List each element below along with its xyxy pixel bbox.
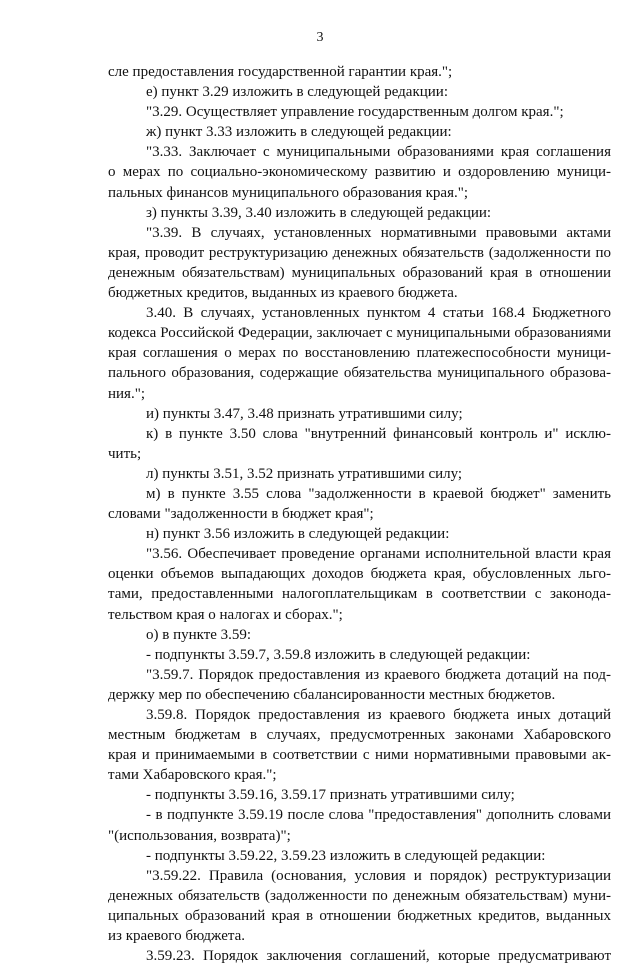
text-line: 3.59.8. Порядок предоставления из краевого бюджета иных дотаций: [146, 707, 611, 723]
text-line: сле предоставления государственной гарантии края.";: [108, 64, 453, 80]
text-line: тами Хабаровского края.";: [108, 767, 277, 784]
page-number: 3: [316, 30, 324, 45]
text-line: 3.40. В случаях, установленных пунктом 4 статьи 168.4 Бюджетного: [146, 305, 611, 322]
text-line: ж) пункт 3.33 изложить в следующей редакции:: [146, 124, 452, 141]
text-line: "3.33. Заключает с муниципальными образованиями края соглашения: [146, 144, 611, 161]
text-line: местным бюджетам в случаях, предусмотренных законами Хабаровского: [108, 727, 611, 744]
text-line: края соглашения о мерах по восстановлению платежеспособности муници-: [108, 345, 611, 362]
text-line: "3.56. Обеспечивает проведение органами исполнительной власти края: [146, 546, 611, 563]
text-line: оценки объемов выпадающих доходов бюджета края, обусловленных льго-: [108, 566, 611, 583]
text-line: кодекса Российской Федерации, заключает с муниципальными образованиями: [108, 325, 611, 342]
text-line: "3.29. Осуществляет управление государственным долгом края.";: [146, 104, 564, 121]
text-line: пального образования, содержащие обязательства муниципального образова-: [108, 365, 611, 382]
text-line: и) пункты 3.47, 3.48 признать утратившими силу;: [146, 405, 463, 422]
text-line: держку мер по обеспечению сбалансированности местных бюджетов.: [108, 686, 556, 703]
text-line: тами, предоставленными налогоплательщикам в соответствии с законода-: [108, 586, 611, 603]
document-body: [108, 62, 611, 966]
text-line: края и принимаемыми в соответствии с ними нормативными правовыми ак-: [108, 747, 611, 764]
text-line: о мерах по социально-экономическому развитию и оздоровлению муници-: [108, 164, 611, 181]
text-line: е) пункт 3.29 изложить в следующей редакции:: [146, 84, 448, 101]
text-line: края, проводит реструктуризацию денежных обязательств (задолженности по: [108, 244, 611, 261]
text-line: ния.";: [108, 385, 145, 402]
text-line: "(использования, возврата)";: [108, 827, 291, 844]
text-line: ципальных образований края в отношении бюджетных кредитов, выданных: [108, 907, 611, 924]
text-line: денежным обязательствам) муниципальных образований края в отношении: [108, 264, 611, 281]
text-line: - подпункты 3.59.22, 3.59.23 изложить в следующей редакции:: [146, 847, 546, 864]
text-line: "3.59.22. Правила (основания, условия и порядок) реструктуризации: [146, 867, 611, 884]
text-line: денежных обязательств (задолженности по денежным обязательствам) муни-: [108, 887, 611, 904]
text-line: к) в пункте 3.50 слова "внутренний финансовый контроль и" исклю-: [146, 425, 611, 442]
text-line: - в подпункте 3.59.19 после слова "предоставления" дополнить словами: [146, 807, 611, 824]
text-line: м) в пункте 3.55 слова "задолженности в краевой бюджет" заменить: [146, 485, 611, 502]
text-line: о) в пункте 3.59:: [146, 626, 252, 643]
text-line: "3.59.7. Порядок предоставления из краевого бюджета дотаций на под-: [146, 666, 611, 683]
text-line: з) пункты 3.39, 3.40 изложить в следующей редакции:: [146, 204, 492, 221]
text-line: 3.59.23. Порядок заключения соглашений, которые предусматривают: [146, 948, 611, 965]
text-line: чить;: [108, 445, 142, 462]
text-line: из краевого бюджета.: [108, 928, 245, 945]
text-line: - подпункты 3.59.16, 3.59.17 признать утратившими силу;: [146, 787, 515, 804]
text-line: - подпункты 3.59.7, 3.59.8 изложить в следующей редакции:: [146, 646, 531, 663]
text-line: н) пункт 3.56 изложить в следующей редакции:: [146, 526, 450, 543]
text-line: словами "задолженности в бюджет края";: [108, 506, 374, 523]
text-line: тельством края о налогах и сборах.";: [108, 606, 343, 623]
text-line: бюджетных кредитов, выданных из краевого бюджета.: [108, 285, 458, 302]
text-line: л) пункты 3.51, 3.52 признать утратившими силу;: [146, 465, 463, 482]
text-line: "3.39. В случаях, установленных нормативными правовыми актами: [146, 224, 611, 241]
text-line: пальных финансов муниципального образования края.";: [108, 184, 469, 201]
